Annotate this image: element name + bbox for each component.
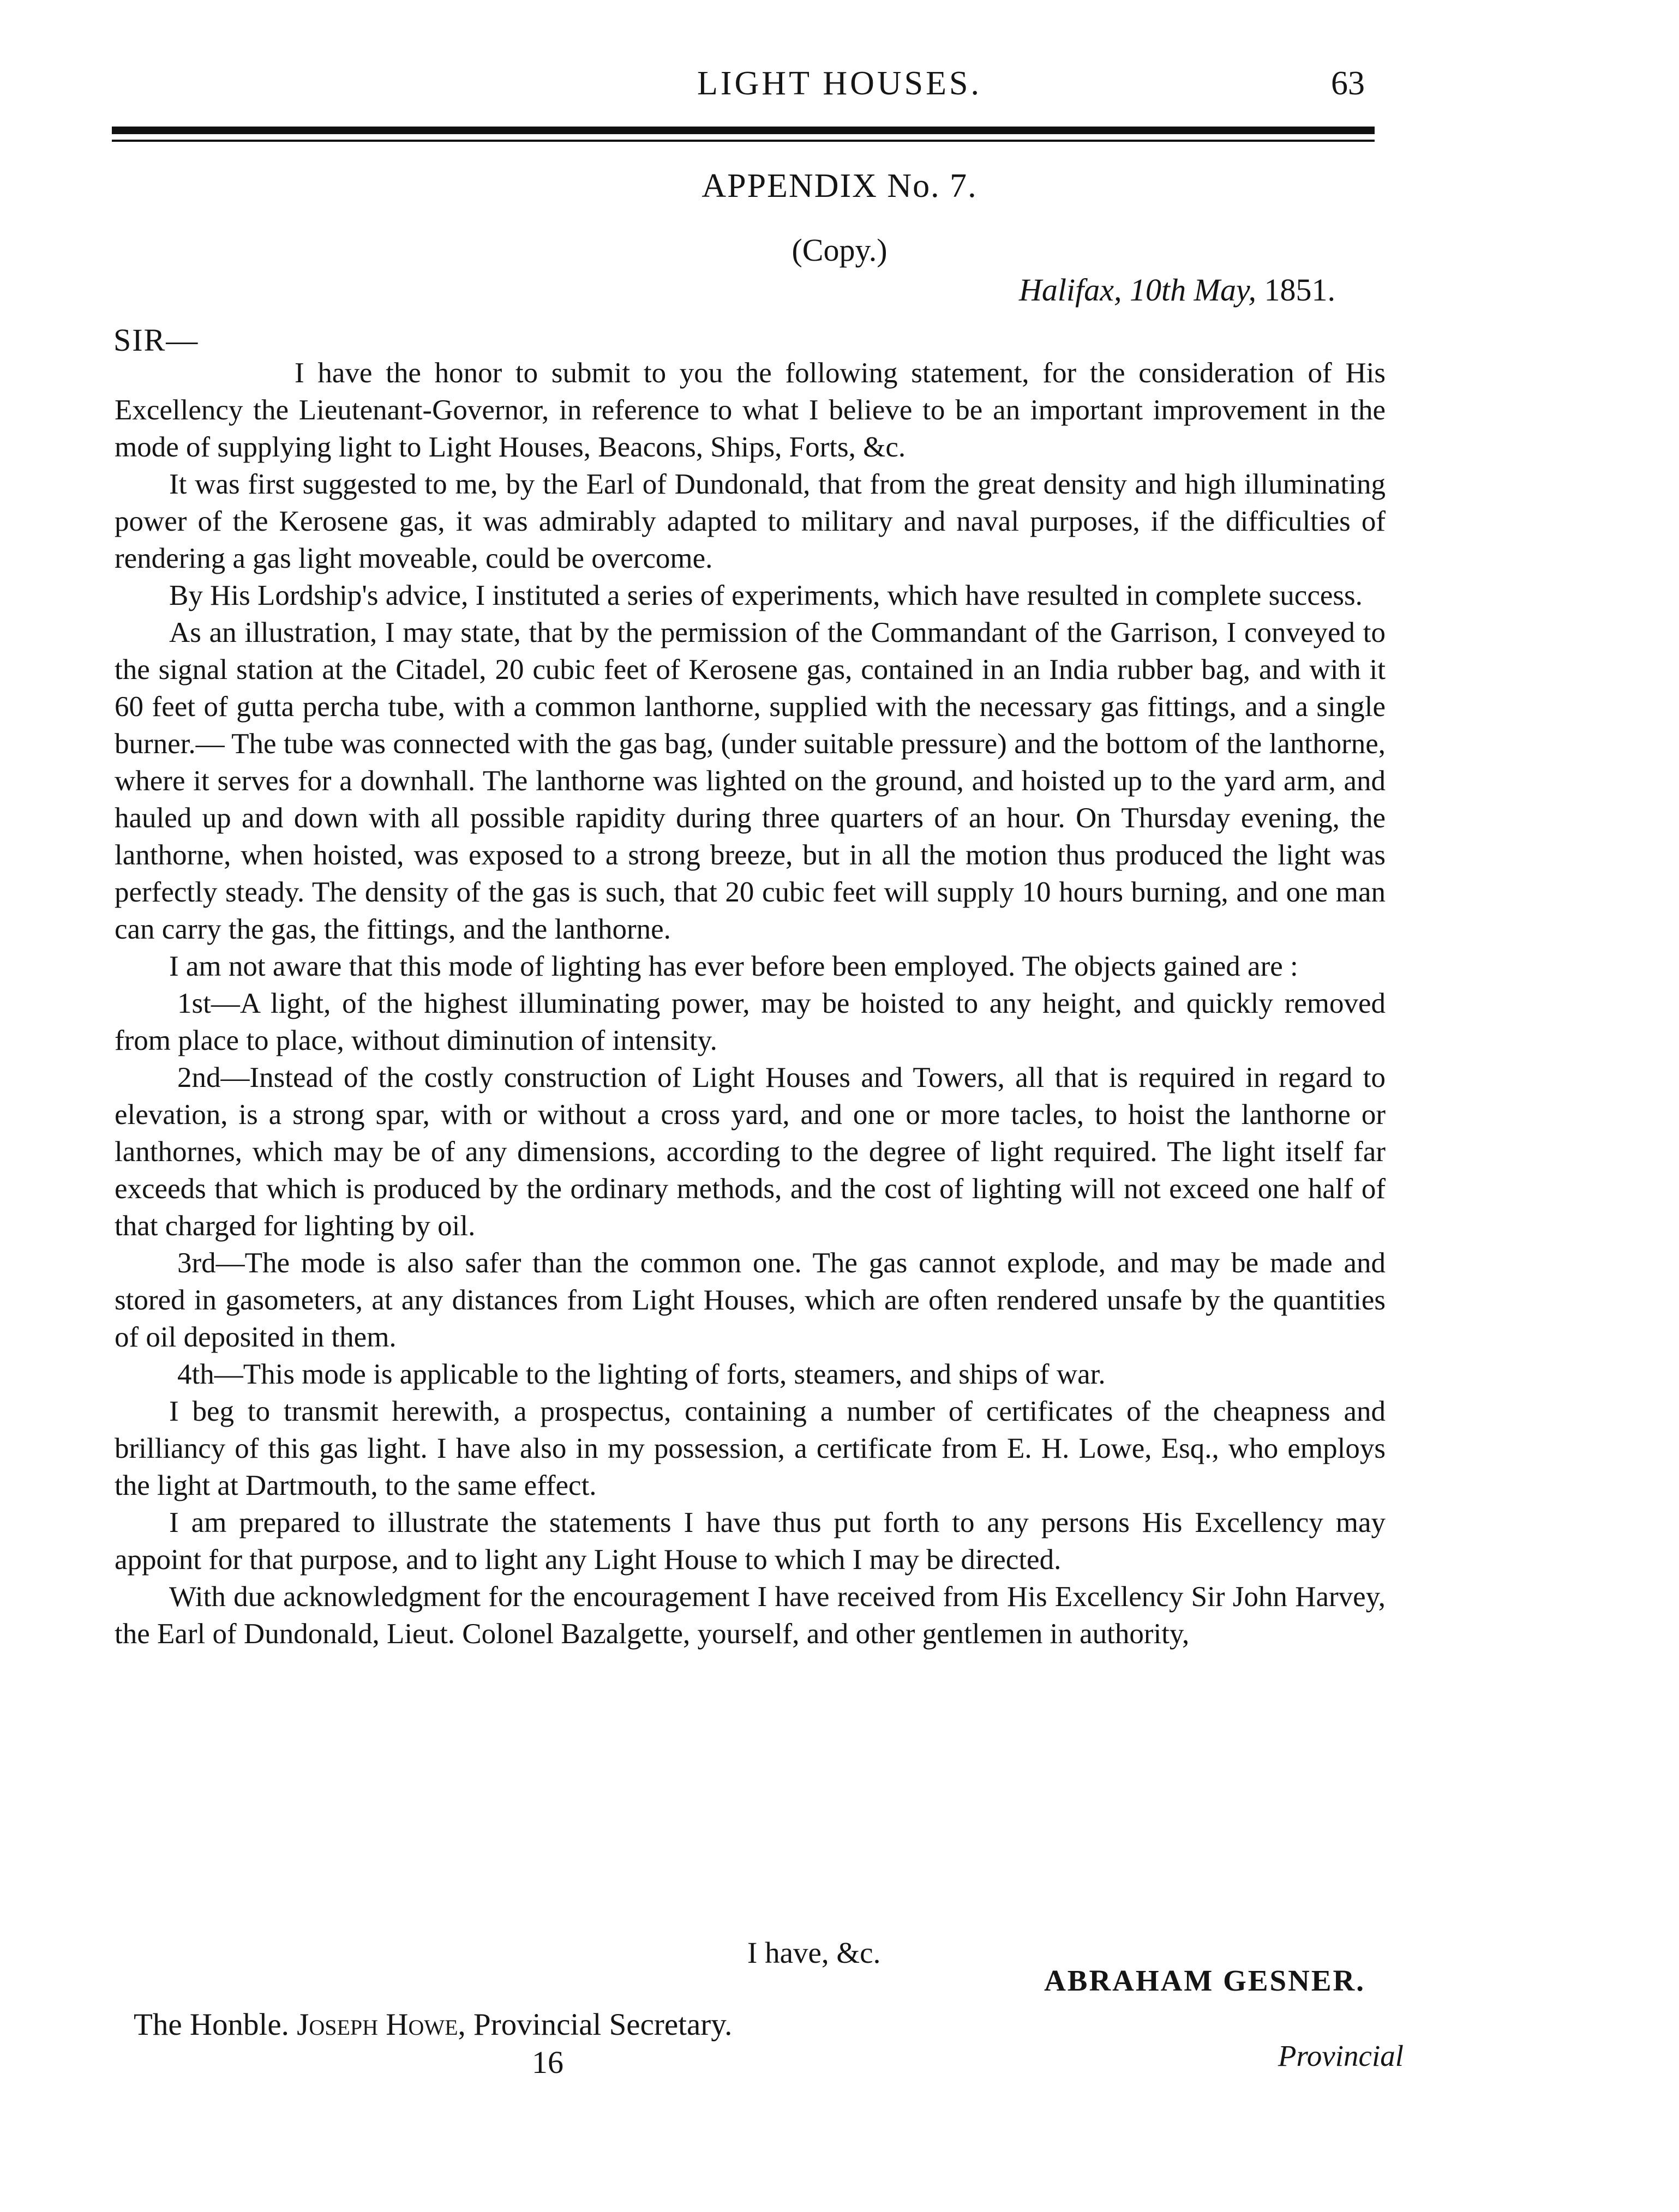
- header-rule-thin: [112, 140, 1375, 142]
- paragraph-enumerated: 4th—This mode is applicable to the lighting of forts, steamers, and ships of war.: [177, 1359, 1106, 1390]
- paragraph: As an illustration, I may state, that by the permission of the Commandant of the Garrison, I conveyed to the signal station at the Citadel, 20 cubic feet of Kerosene gas, contained in an India rubber bag, and with it 60 feet of gutta percha tube, with a common lanthorne, supplied with the necessary gas fittings, and a single burner.— The tube was connected with the gas bag, (under suitable pressure) and the bottom of the lanthorne, where it serves for a downhall. The lanthorne was lighted on the ground, and hoisted up to the yard arm, and hauled up and down with all possible rapidity during three quarters of an hour. On Thursday evening, the lanthorne, when hoisted, was exposed to a strong breeze, but in all the motion thus produced the light was perfectly steady. The density of the gas is such, that 20 cubic feet will supply 10 hours burning, and one man can carry the gas, the fittings, and the lanthorne.: [115, 617, 1386, 945]
- addressee: [134, 2007, 732, 2042]
- paragraph: I am not aware that this mode of lighting has ever before been employed. The objects gained are :: [169, 951, 1298, 982]
- salutation: SIR—: [113, 322, 199, 358]
- letter-body: [115, 354, 1386, 1652]
- page-number: 63: [1331, 65, 1365, 102]
- running-title: LIGHT HOUSES.: [697, 65, 982, 102]
- paragraph-enumerated: 2nd—Instead of the costly construction of Light Houses and Towers, all that is required in regard to elevation, is a strong spar, with or without a cross yard, and one or more tacles, to hoist the lanthorne or lanthornes, which may be of any dimensions, according to the degree of light required. The light itself far exceeds that which is produced by the ordinary methods, and the cost of lighting will not exceed one half of that charged for lighting by oil.: [115, 1062, 1386, 1242]
- paragraph: I am prepared to illustrate the statements I have thus put forth to any persons His Excellency may appoint for that purpose, and to light any Light House to which I may be directed.: [115, 1507, 1386, 1576]
- paragraph: I beg to transmit herewith, a prospectus, containing a number of certificates of the cheapness and brilliancy of this gas light. I have also in my possession, a certificate from E. H. Lowe, Esq., who employs the light at Dartmouth, to the same effect.: [115, 1396, 1386, 1501]
- paragraph: By His Lordship's advice, I instituted a series of experiments, which have resulted in complete success.: [169, 580, 1363, 611]
- date-year: 1851.: [1264, 272, 1335, 308]
- addressee-title: The Honble.: [134, 2007, 289, 2042]
- letter-dateline: [1019, 272, 1335, 308]
- date-place: Halifax, 10th May,: [1019, 272, 1256, 308]
- paragraph-enumerated: 1st—A light, of the highest illuminating power, may be hoisted to any height, and quickly removed from place to place, without diminution of intensity.: [115, 988, 1386, 1056]
- addressee-name: Joseph Howe,: [297, 2007, 466, 2042]
- paragraph: I have the honor to submit to you the following statement, for the consideration of His Excellency the Lieutenant-Governor, in reference to what I believe to be an important improvement in the mode of supplying light to Light Houses, Beacons, Ships, Forts, &c.: [115, 357, 1386, 463]
- closing-line: I have, &c.: [747, 1936, 881, 1969]
- header-rule-thick: [112, 127, 1375, 134]
- signature: ABRAHAM GESNER.: [1044, 1964, 1365, 1997]
- catchword: Provincial: [1278, 2039, 1404, 2072]
- printer-signature-mark: 16: [532, 2045, 563, 2080]
- paragraph-enumerated: 3rd—The mode is also safer than the common one. The gas cannot explode, and may be made and stored in gasometers, at any distances from Light Houses, which are often rendered unsafe by the quantities of oil deposited in them.: [115, 1247, 1386, 1353]
- appendix-heading: APPENDIX No. 7.: [701, 167, 978, 205]
- addressee-office: Provincial Secretary.: [473, 2007, 733, 2042]
- paragraph: It was first suggested to me, by the Earl of Dundonald, that from the great density and high illuminating power of the Kerosene gas, it was admirably adapted to military and naval purposes, if the difficulties of rendering a gas light moveable, could be overcome.: [115, 468, 1386, 574]
- copy-label: (Copy.): [791, 232, 888, 268]
- paragraph: With due acknowledgment for the encouragement I have received from His Excellency Sir John Harvey, the Earl of Dundonald, Lieut. Colonel Bazalgette, yourself, and other gentlemen in authority,: [115, 1581, 1386, 1650]
